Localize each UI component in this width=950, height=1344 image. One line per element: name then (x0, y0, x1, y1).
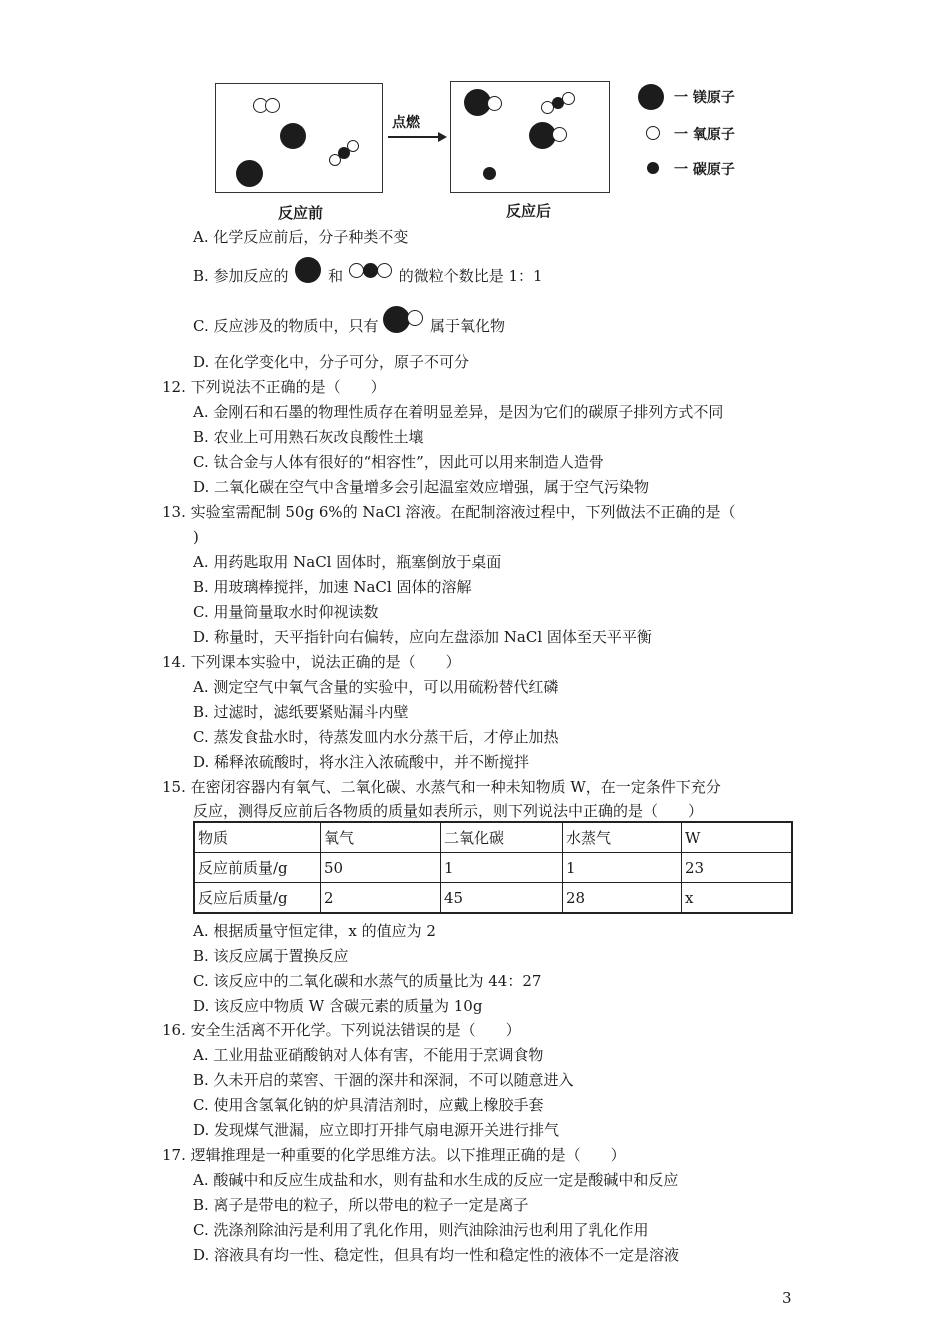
q12-stem: 12. 下列说法不正确的是（ ） (162, 378, 386, 396)
magnesium-molecule-icon (293, 257, 323, 281)
q14-option-b: B. 过滤时，滤纸要紧贴漏斗内壁 (193, 703, 409, 721)
after-box (450, 81, 610, 193)
table-row (194, 853, 792, 883)
table-cell: 50 (321, 853, 441, 883)
table-row (194, 883, 792, 914)
q12-option-a: A. 金刚石和石墨的物理性质存在着明显差异，是因为它们的碳原子排列方式不同 (193, 403, 724, 421)
q12-option-d: D. 二氧化碳在空气中含量增多会引起温室效应增强，属于空气污染物 (193, 478, 650, 496)
q17-option-c: C. 洗涤剂除油污是利用了乳化作用，则汽油除油污也利用了乳化作用 (193, 1221, 649, 1239)
table-header-row (194, 822, 792, 853)
magnesium-atom-icon (236, 160, 263, 187)
q11-option-b-post: 的微粒个数比是 1：1 (398, 267, 543, 285)
q11-option-b-pre: B. 参加反应的 (193, 267, 289, 285)
q16-option-a: A. 工业用盐亚硝酸钠对人体有害，不能用于烹调食物 (193, 1046, 544, 1064)
q15-option-b: B. 该反应属于置换反应 (193, 947, 349, 965)
table-cell: 反应后质量/g (194, 883, 321, 914)
q16-option-c: C. 使用含氢氧化钠的炉具清洁剂时，应戴上橡胶手套 (193, 1096, 544, 1114)
arrow-head-icon (438, 132, 447, 142)
q11-option-a: A. 化学反应前后，分子种类不变 (193, 228, 409, 246)
table-cell: 1 (441, 853, 563, 883)
after-caption: 反应后 (506, 202, 552, 220)
reaction-arrow (388, 136, 440, 138)
carbon-atom-icon (647, 162, 659, 174)
oxygen-atom-icon (552, 127, 567, 142)
q13-option-b: B. 用玻璃棒搅拌，加速 NaCl 固体的溶解 (193, 578, 472, 596)
q14-option-d: D. 稀释浓硫酸时，将水注入浓硫酸中，并不断搅拌 (193, 753, 530, 771)
table-cell: 水蒸气 (563, 822, 682, 853)
oxygen-atom-icon (347, 140, 359, 152)
q12-option-c: C. 钛合金与人体有很好的“相容性”，因此可以用来制造人造骨 (193, 453, 604, 471)
table-cell: 氧气 (321, 822, 441, 853)
q17-option-a: A. 酸碱中和反应生成盐和水，则有盐和水生成的反应一定是酸碱中和反应 (193, 1171, 679, 1189)
oxygen-atom-icon (265, 98, 280, 113)
table-cell: W (682, 822, 793, 853)
q15-option-d: D. 该反应中物质 W 含碳元素的质量为 10g (193, 997, 483, 1015)
q16-option-b: B. 久未开启的菜窖、干涸的深井和深洞，不可以随意进入 (193, 1071, 574, 1089)
q17-option-b: B. 离子是带电的粒子，所以带电的粒子一定是离子 (193, 1196, 529, 1214)
table-cell: 物质 (194, 822, 321, 853)
magnesium-atom-icon (638, 84, 664, 110)
page-number: 3 (782, 1289, 792, 1307)
q17-option-d: D. 溶液具有均一性、稳定性，但具有均一性和稳定性的液体不一定是溶液 (193, 1246, 680, 1264)
table-cell: 45 (441, 883, 563, 914)
q14-option-a: A. 测定空气中氧气含量的实验中，可以用硫粉替代红磷 (193, 678, 559, 696)
q15-stem: 15. 在密闭容器内有氧气、二氧化碳、水蒸气和一种未知物质 W，在一定条件下充分 (162, 778, 721, 796)
q14-option-c: C. 蒸发食盐水时，待蒸发皿内水分蒸干后，才停止加热 (193, 728, 559, 746)
table-cell: 二氧化碳 (441, 822, 563, 853)
mass-table (193, 821, 793, 914)
carbon-dioxide-molecule-icon (348, 261, 394, 281)
q11-option-d: D. 在化学变化中，分子可分，原子不可分 (193, 353, 470, 371)
q16-stem: 16. 安全生活离不开化学。下列说法错误的是（ ） (162, 1021, 521, 1039)
q13-option-c: C. 用量筒量取水时仰视读数 (193, 603, 379, 621)
magnesium-oxide-molecule-icon (383, 306, 425, 332)
oxygen-atom-icon (487, 96, 502, 111)
magnesium-atom-icon (280, 123, 306, 149)
q15-option-c: C. 该反应中的二氧化碳和水蒸气的质量比为 44：27 (193, 972, 542, 990)
q16-option-d: D. 发现煤气泄漏，应立即打开排气扇电源开关进行排气 (193, 1121, 560, 1139)
oxygen-atom-icon (646, 126, 660, 140)
before-box (215, 83, 383, 193)
arrow-label: 点燃 (392, 115, 420, 131)
q13-option-a: A. 用药匙取用 NaCl 固体时，瓶塞倒放于桌面 (193, 553, 502, 571)
q12-option-b: B. 农业上可用熟石灰改良酸性土壤 (193, 428, 424, 446)
table-cell: x (682, 883, 793, 914)
legend-carbon: 一 碳原子 (674, 162, 735, 178)
q17-stem: 17. 逻辑推理是一种重要的化学思维方法。以下推理正确的是（ ） (162, 1146, 626, 1164)
table-cell: 反应前质量/g (194, 853, 321, 883)
carbon-atom-icon (483, 167, 496, 180)
q11-option-c-pre: C. 反应涉及的物质中，只有 (193, 317, 379, 335)
q13-stem: 13. 实验室需配制 50g 6%的 NaCl 溶液。在配制溶液过程中，下列做法不正确的是（ (162, 503, 736, 521)
before-caption: 反应前 (278, 204, 324, 222)
q13-option-d: D. 称量时，天平指针向右偏转，应向左盘添加 NaCl 固体至天平平衡 (193, 628, 652, 646)
q14-stem: 14. 下列课本实验中，说法正确的是（ ） (162, 653, 461, 671)
legend-oxygen: 一 氧原子 (674, 127, 735, 143)
q11-option-c-post: 属于氧化物 (430, 317, 506, 335)
table-cell: 2 (321, 883, 441, 914)
q15-option-a: A. 根据质量守恒定律，x 的值应为 2 (193, 922, 436, 940)
q15-stem-cont: 反应，测得反应前后各物质的质量如表所示，则下列说法中正确的是（ ） (193, 802, 704, 820)
q13-stem-cont: ) (193, 528, 199, 546)
q11-option-c (193, 314, 505, 340)
reaction-diagram (210, 78, 770, 223)
table-cell: 28 (563, 883, 682, 914)
table-cell: 1 (563, 853, 682, 883)
oxygen-atom-icon (562, 92, 575, 105)
q11-option-b (193, 265, 543, 289)
legend-magnesium: 一 镁原子 (674, 90, 735, 106)
table-cell: 23 (682, 853, 793, 883)
q11-option-b-and: 和 (328, 267, 344, 285)
